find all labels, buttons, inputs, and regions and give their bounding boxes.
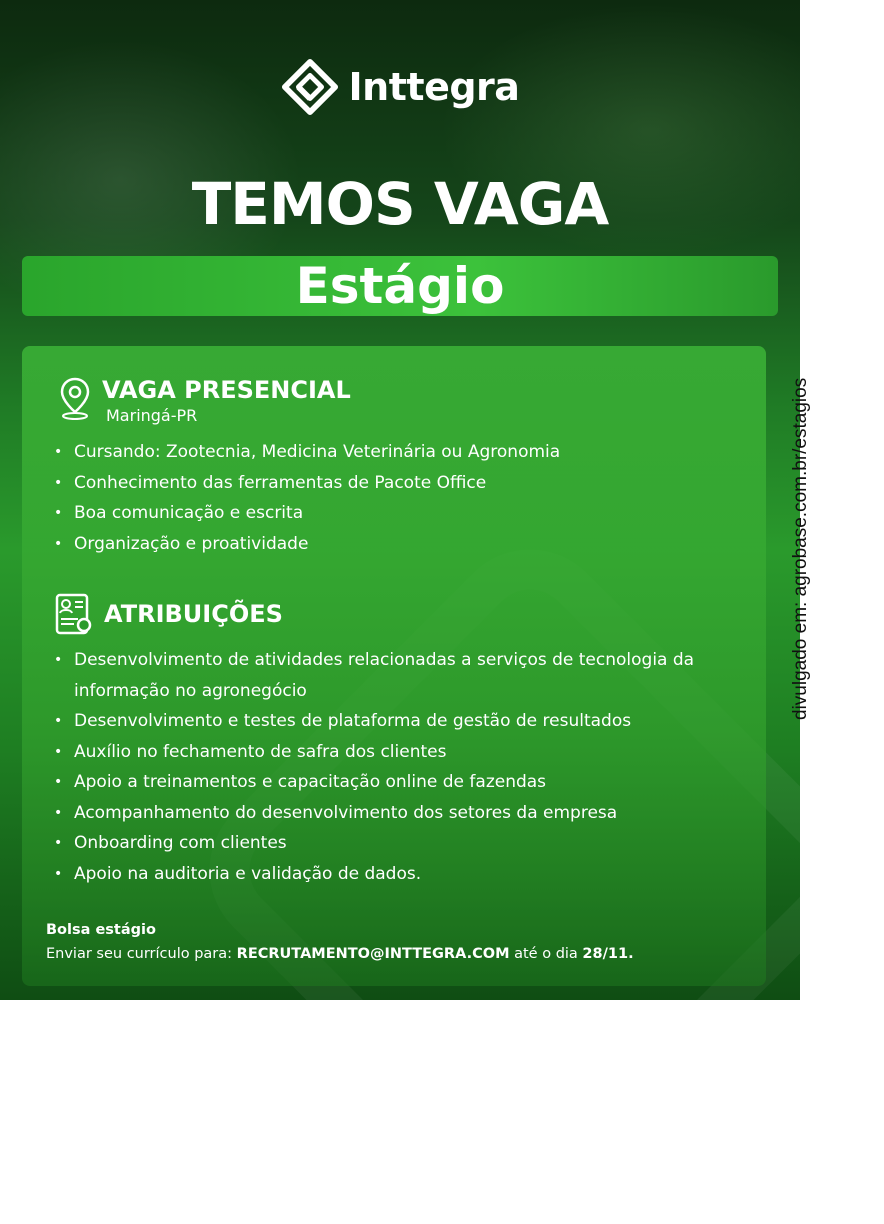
inttegra-logo-icon [281, 58, 339, 116]
apply-line [46, 942, 634, 966]
list-item: • Conhecimento das ferramentas de Pacote Office [52, 468, 560, 499]
brand-name: Inttegra [348, 65, 520, 109]
position-banner [22, 256, 778, 316]
list-item: • Apoio na auditoria e validação de dados. [52, 859, 694, 890]
side-credit-text: divulgado em: agrobase.com.br/estagios [790, 377, 811, 720]
footer [46, 918, 634, 966]
duties-list [52, 645, 694, 889]
apply-middle: até o dia [509, 946, 583, 962]
apply-deadline: 28/11. [582, 946, 634, 962]
duties-header [54, 592, 283, 636]
location-header [58, 376, 351, 425]
duties-title: ATRIBUIÇÕES [104, 600, 283, 628]
list-item: • Cursando: Zootecnia, Medicina Veterinária ou Agronomia [52, 437, 560, 468]
page-title: TEMOS VAGA [191, 170, 609, 238]
location-title: VAGA PRESENCIAL [102, 376, 351, 404]
brand-logo [0, 58, 800, 116]
location-city: Maringá-PR [106, 406, 198, 425]
location-pin-icon [58, 376, 92, 420]
position-type: Estágio [295, 257, 505, 315]
list-item-continuation: informação no agronegócio [74, 680, 307, 701]
list-item: • Apoio a treinamentos e capacitação online de fazendas [52, 767, 694, 798]
apply-prefix: Enviar seu currículo para: [46, 946, 237, 962]
list-item: • Desenvolvimento de atividades relacionadas a serviços de tecnologia da [52, 645, 694, 676]
list-item: • Onboarding com clientes [52, 828, 694, 859]
list-item: • Boa comunicação e escrita [52, 498, 560, 529]
side-credit [786, 300, 811, 720]
requirements-list [52, 437, 560, 559]
list-item: • Organização e proatividade [52, 529, 560, 560]
stipend-label: Bolsa estágio [46, 922, 156, 938]
apply-email[interactable]: RECRUTAMENTO@INTTEGRA.COM [236, 946, 510, 962]
list-item: • Acompanhamento do desenvolvimento dos setores da empresa [52, 798, 694, 829]
resume-icon [54, 592, 94, 636]
list-item: • Desenvolvimento e testes de plataforma de gestão de resultados [52, 706, 694, 737]
list-item: • Auxílio no fechamento de safra dos clientes [52, 737, 694, 768]
